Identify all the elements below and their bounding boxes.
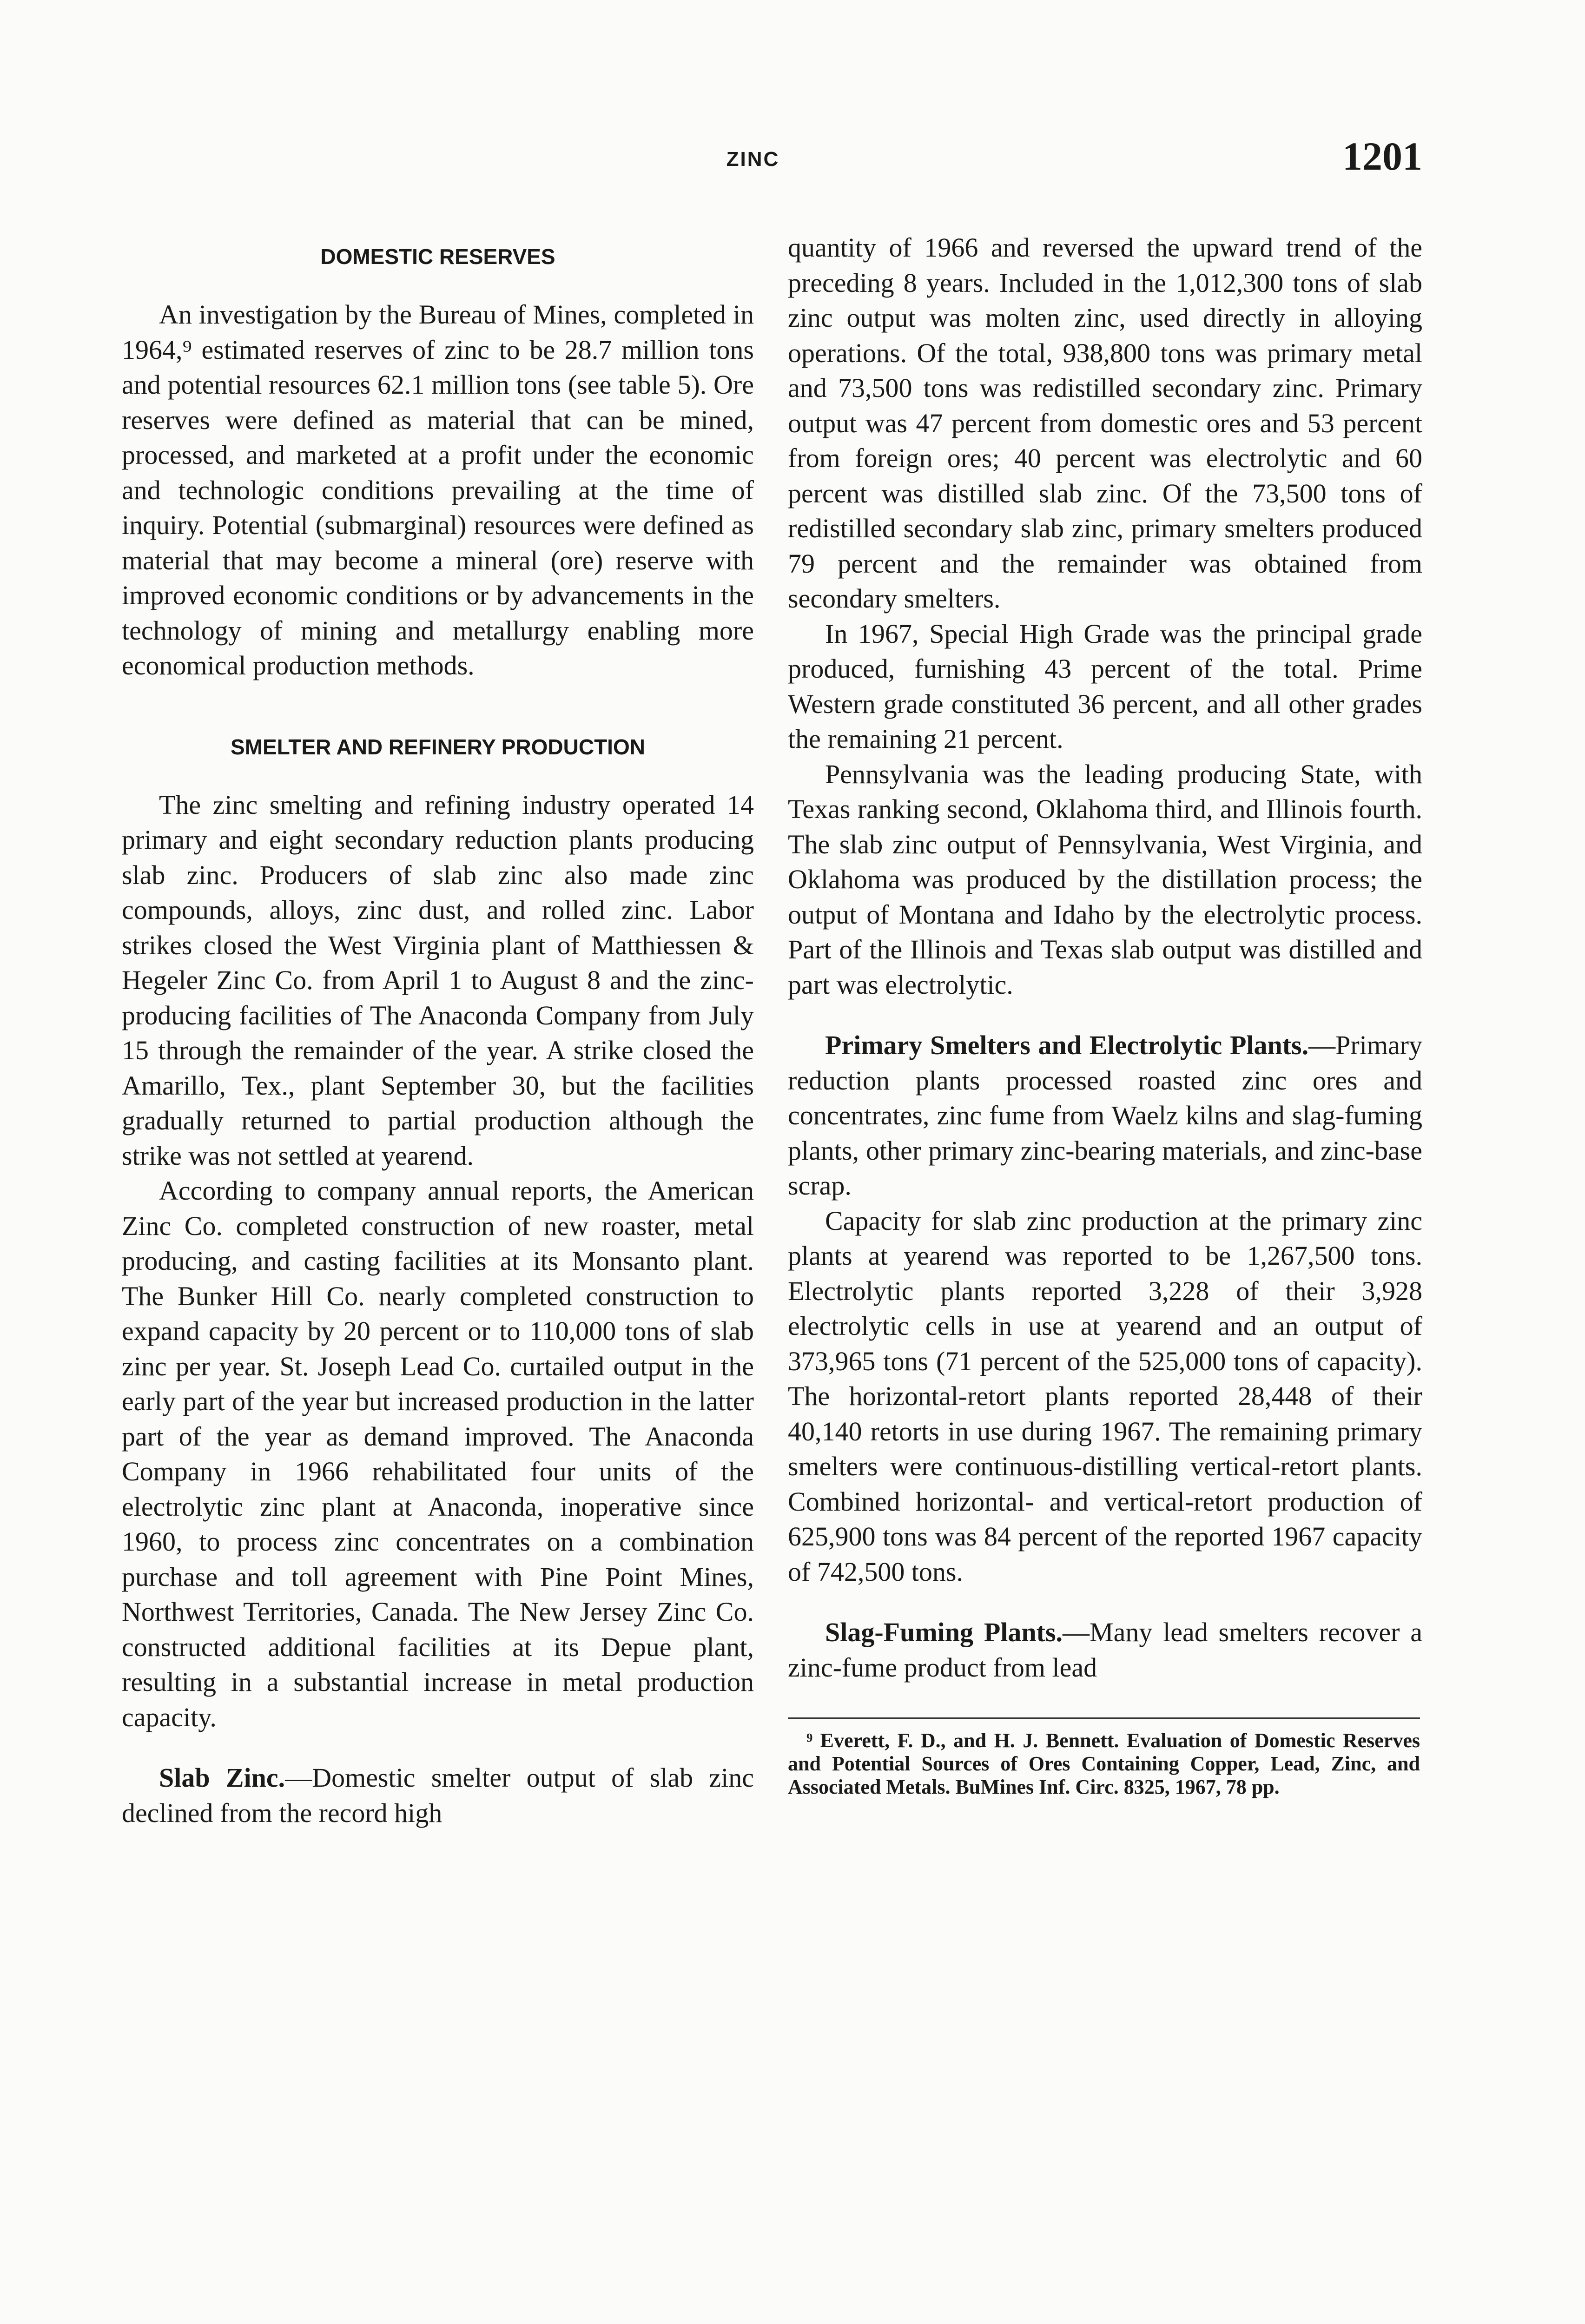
page-number: 1201 <box>1342 134 1422 178</box>
primary-smelters-text: —Primary reduction plants processed roasted zinc ores and concentrates, zinc fume from Waelz kilns and slag-fuming plants, other primary zinc-bearing materials, and zinc-base scrap. <box>788 1030 1422 1201</box>
runin-primary-smelters: Primary Smelters and Electrolytic Plants. <box>825 1030 1309 1060</box>
runin-slab-zinc: Slab Zinc. <box>159 1763 285 1793</box>
running-title: ZINC <box>726 148 780 171</box>
slag-fuming-text: —Many lead smelters recover a zinc-fume product from lead <box>788 1617 1422 1683</box>
paragraph-primary-smelters <box>788 1028 1422 1203</box>
paragraph-1967-grades: In 1967, Special High Grade was the principal grade produced, furnishing 43 percent of the total. Prime Western grade constituted 36 percent, and all other grades the remaining 21 percent. <box>788 618 1422 754</box>
paragraph-smelter-2: According to company annual reports, the American Zinc Co. completed construction of new roaster, metal producing, and casting facilities at its Monsanto plant. The Bunker Hill Co. nearly completed construction to expand capacity by 20 percent or to 110,000 tons of slab zinc per year. St. Joseph Lead Co. curtailed output in the early part of the year but increased production in the latter part of the year as demand improved. The Anaconda Company in 1966 rehabilitated four units of the electrolytic zinc plant at Anaconda, inoperative since 1960, to process zinc concentrates on a combination purchase and toll agreement with Pine Point Mines, Northwest Territories, Canada. The New Jersey Zinc Co. constructed additional facilities at its Depue plant, resulting in a substantial increase in metal production capacity. <box>122 1175 754 1732</box>
right-column <box>788 230 1422 1799</box>
paragraph-pennsylvania: Pennsylvania was the leading producing State, with Texas ranking second, Oklahoma third, and Illinois fourth. The slab zinc output of Pennsylvania, West Virginia, and Oklahoma was produced by the distillation process; the output of Montana and Idaho by the electrolytic process. Part of the Illinois and Texas slab output was distilled and part was electrolytic. <box>788 759 1422 1000</box>
runin-slag-fuming: Slag-Fuming Plants. <box>825 1617 1063 1647</box>
paragraph-slab-continued: quantity of 1966 and reversed the upward trend of the preceding 8 years. Included in the 1,012,300 tons of slab zinc output was molten zinc, used directly in alloying operations. Of the total, 938,800 tons was primary metal and 73,500 tons was redistilled secondary zinc. Primary output was 47 percent from domestic ores and 53 percent from foreign ores; 40 percent was electrolytic and 60 percent was distilled slab zinc. Of the 73,500 tons of redistilled secondary slab zinc, primary smelters produced 79 percent and the remainder was obtained from secondary smelters. <box>788 232 1422 614</box>
paragraph-domestic-reserves: An investigation by the Bureau of Mines, completed in 1964,⁹ estimated reserves of zinc to be 28.7 million tons and potential resources 62.1 million tons (see table 5). Ore reserves were defined as material that can be mined, processed, and marketed at a profit under the economic and technologic conditions prevailing at the time of inquiry. Potential (submarginal) resources were defined as material that may become a mineral (ore) reserve with improved economic conditions or by advancements in the technology of mining and metallurgy enabling more economical production methods. <box>122 299 754 680</box>
footnote-9: ⁹ Everett, F. D., and H. J. Bennett. Evaluation of Domestic Reserves and Potential Sources of Ores Containing Copper, Lead, Zinc, and Associated Metals. BuMines Inf. Circ. 8325, 1967, 78 pp. <box>788 1729 1420 1798</box>
paragraph-capacity: Capacity for slab zinc production at the primary zinc plants at yearend was reported to be 1,267,500 tons. Electrolytic plants reported 3,228 of their 3,928 electrolytic cells in use at yearend and an output of 373,965 tons (71 percent of the 525,000 tons of capacity). The horizontal-retort plants reported 28,448 of their 40,140 retorts in use during 1967. The remaining primary smelters were continuous-distilling vertical-retort plants. Combined horizontal- and vertical-retort production of 625,900 tons was 84 percent of the reported 1967 capacity of 742,500 tons. <box>788 1205 1422 1587</box>
heading-smelter-refinery: SMELTER AND REFINERY PRODUCTION <box>231 734 645 759</box>
paragraph-slab-zinc <box>122 1760 754 1830</box>
paragraph-slag-fuming <box>788 1615 1422 1685</box>
left-column <box>122 230 754 1830</box>
paragraph-smelter-1: The zinc smelting and refining industry operated 14 primary and eight secondary reduction plants producing slab zinc. Producers of slab zinc also made zinc compounds, alloys, zinc dust, and rolled zinc. Labor strikes closed the West Virginia plant of Matthiessen & Hegeler Zinc Co. from April 1 to August 8 and the zinc-producing facilities of The Anaconda Company from July 15 through the remainder of the year. A strike closed the Amarillo, Tex., plant September 30, but the facilities gradually returned to partial production although the strike was not settled at yearend. <box>122 789 754 1171</box>
footnote <box>788 1717 1420 1799</box>
heading-domestic-reserves: DOMESTIC RESERVES <box>320 244 555 269</box>
slab-zinc-text: —Domestic smelter output of slab zinc declined from the record high <box>122 1763 754 1828</box>
